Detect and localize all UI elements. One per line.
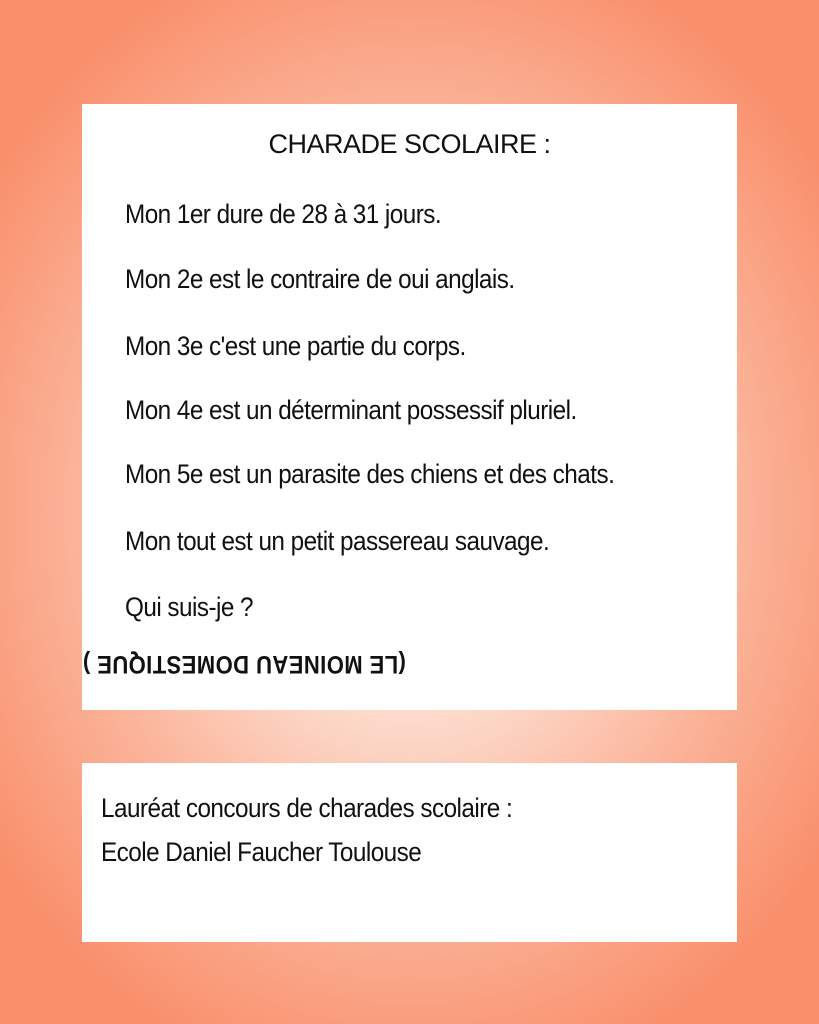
riddle-answer-upside-down <box>82 644 718 684</box>
riddle-question: Qui suis-je ? <box>125 592 254 622</box>
riddle-line-2: Mon 2e est le contraire de oui anglais. <box>125 264 515 294</box>
riddle-line-4: Mon 4e est un déterminant possessif pluriel. <box>125 395 577 425</box>
riddle-line-1: Mon 1er dure de 28 à 31 jours. <box>125 199 442 229</box>
riddle-title: CHARADE SCOLAIRE : <box>268 129 551 159</box>
riddle-line-3: Mon 3e c'est une partie du corps. <box>125 331 466 361</box>
laureate-line-1: Lauréat concours de charades scolaire : <box>101 793 513 823</box>
riddle-line-5: Mon 5e est un parasite des chiens et des chats. <box>125 459 615 489</box>
riddle-line-6: Mon tout est un petit passereau sauvage. <box>125 526 550 556</box>
riddle-answer-text: (LE MOINEAU DOMESTIQUE ) <box>82 650 406 678</box>
laureate-line-2: Ecole Daniel Faucher Toulouse <box>101 837 422 867</box>
